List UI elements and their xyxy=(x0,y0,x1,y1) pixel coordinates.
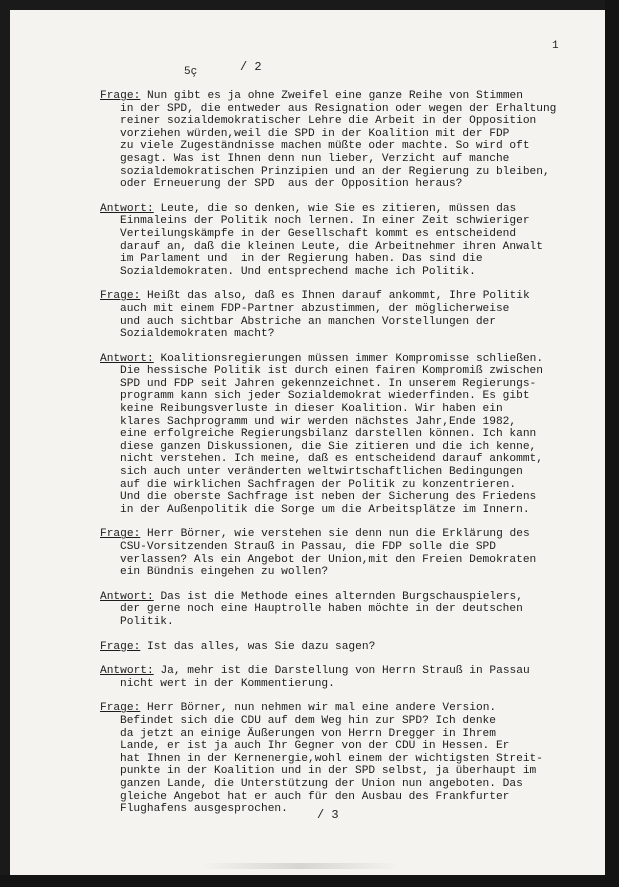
transcript-line xyxy=(100,479,582,492)
line-text: Einmaleins der Politik noch lernen. In einer Zeit schwieriger xyxy=(120,215,530,228)
transcript-line xyxy=(100,803,582,816)
qa-block xyxy=(100,702,582,815)
transcript-line xyxy=(100,528,582,541)
line-text: diese ganzen Diskussionen, die Sie zitieren und die ich kenne, xyxy=(120,440,537,453)
transcript-line xyxy=(100,140,582,153)
line-text: ein Bündnis eingehen zu wollen? xyxy=(120,566,329,579)
transcript-line xyxy=(100,266,582,279)
header-margin-mark: 5ç xyxy=(184,66,198,78)
line-text: Sozialdemokraten. Und entsprechend mache ich Politik. xyxy=(120,265,476,278)
qa-block xyxy=(100,528,582,578)
document-page xyxy=(10,10,605,875)
line-text: Herr Börner, wie verstehen sie denn nun die Erklärung des xyxy=(147,528,530,541)
scan-border-bottom xyxy=(0,875,619,887)
line-text: sich auch unter veränderten weltwirtschaftlichen Bedingungen xyxy=(120,466,523,479)
transcript-line xyxy=(100,166,582,179)
transcript-line xyxy=(100,241,582,254)
speaker-label: Frage: xyxy=(100,90,141,102)
line-text: Ja, mehr ist die Darstellung von Herrn Strauß in Passau xyxy=(160,665,530,678)
line-text: Nun gibt es ja ohne Zweifel eine ganze Reihe von Stimmen xyxy=(147,90,523,102)
qa-block xyxy=(100,591,582,629)
line-text: der gerne noch eine Hauptrolle haben möchte in der deutschen xyxy=(120,603,523,616)
line-text: keine Reibungsverluste in dieser Koalition. Wir haben ein xyxy=(120,403,503,416)
line-text: reiner sozialdemokratischer Lehre die Arbeit in der Opposition xyxy=(120,115,537,128)
transcript-line xyxy=(100,641,582,654)
interview-transcript xyxy=(100,90,582,828)
transcript-line xyxy=(100,728,582,741)
transcript-line xyxy=(100,290,582,303)
transcript-line xyxy=(100,390,582,403)
line-text: klares Sachprogramm und wir werden nächstes Jahr,Ende 1982, xyxy=(120,415,517,428)
line-text: Heißt das also, daß es Ihnen darauf ankommt, Ihre Politik xyxy=(147,290,530,303)
transcript-line xyxy=(100,253,582,266)
next-page-reference: / 3 xyxy=(317,808,339,822)
transcript-line xyxy=(100,665,582,678)
scan-smudge xyxy=(200,863,400,869)
line-text: gleiche Angebot hat er auch für den Ausbau des Frankfurter xyxy=(120,790,510,803)
transcript-line xyxy=(100,153,582,166)
line-text: Sozialdemokraten macht? xyxy=(120,328,275,341)
transcript-line xyxy=(100,554,582,567)
line-text: hat Ihnen in der Kernenergie,wohl einem der wichtigsten Streit- xyxy=(120,752,543,765)
transcript-line xyxy=(100,328,582,341)
line-text: oder Erneuerung der SPD aus der Opposition heraus? xyxy=(120,178,463,191)
line-text: Und die oberste Sachfrage ist neben der Sicherung des Friedens xyxy=(120,491,537,504)
line-text: eine erfolgreiche Regierungsbilanz darstellen können. Ich kann xyxy=(120,428,537,441)
transcript-line xyxy=(100,178,582,191)
qa-block xyxy=(100,90,582,191)
transcript-line xyxy=(100,90,582,103)
transcript-line xyxy=(100,365,582,378)
transcript-line xyxy=(100,203,582,216)
transcript-line xyxy=(100,228,582,241)
speaker-label: Frage: xyxy=(100,290,141,303)
line-text: Die hessische Politik ist durch einen fairen Kompromiß zwischen xyxy=(120,365,543,378)
speaker-label: Frage: xyxy=(100,702,141,715)
transcript-line xyxy=(100,378,582,391)
transcript-line xyxy=(100,316,582,329)
line-text: SPD und FDP seit Jahren gekennzeichnet. In unserem Regierungs- xyxy=(120,377,537,390)
line-text: vorziehen würden,weil die SPD in der Koalition mit der FDP xyxy=(120,127,510,140)
page-number: / 2 xyxy=(240,60,262,74)
line-text: verlassen? Als ein Angebot der Union,mit den Freien Demokraten xyxy=(120,553,537,566)
line-text: Leute, die so denken, wie Sie es zitieren, müssen das xyxy=(160,202,517,215)
line-text: Lande, er ist ja auch Ihr Gegner von der CDU in Hessen. Er xyxy=(120,740,510,753)
transcript-line xyxy=(100,416,582,429)
transcript-line xyxy=(100,765,582,778)
line-text: sozialdemokratischen Prinzipien und an der Regierung zu bleiben, xyxy=(120,165,550,178)
speaker-label: Antwort: xyxy=(100,590,154,603)
transcript-line xyxy=(100,115,582,128)
line-text: in der SPD, die entweder aus Resignation oder wegen der Erhaltung xyxy=(120,102,557,115)
line-text: nicht wert in der Kommentierung. xyxy=(120,677,335,690)
transcript-line xyxy=(100,591,582,604)
transcript-line xyxy=(100,753,582,766)
line-text: Herr Börner, nun nehmen wir mal eine andere Version. xyxy=(147,702,497,715)
transcript-line xyxy=(100,491,582,504)
corner-mark: 1 xyxy=(552,40,559,52)
speaker-label: Frage: xyxy=(100,528,141,541)
transcript-line xyxy=(100,603,582,616)
line-text: punkte in der Koalition und in der SPD selbst, ja überhaupt im xyxy=(120,765,537,778)
line-text: darauf an, daß die kleinen Leute, die Arbeitnehmer ihren Anwalt xyxy=(120,240,543,253)
qa-block xyxy=(100,641,582,654)
line-text: Verteilungskämpfe in der Gesellschaft kommt es entscheidend xyxy=(120,227,517,240)
transcript-line xyxy=(100,715,582,728)
line-text: Flughafens ausgesprochen. xyxy=(120,803,288,816)
line-text: auf die wirklichen Sachfragen der Politik zu konzentrieren. xyxy=(120,478,517,491)
line-text: da jetzt an einige Äußerungen von Herrn Dregger in Ihrem xyxy=(120,727,496,740)
qa-block xyxy=(100,665,582,690)
transcript-line xyxy=(100,616,582,629)
line-text: Befindet sich die CDU auf dem Weg hin zur SPD? Ich denke xyxy=(120,714,496,727)
speaker-label: Antwort: xyxy=(100,352,154,365)
line-text: auch mit einem FDP-Partner abzustimmen, der möglicherweise xyxy=(120,302,510,315)
line-text: nicht verstehen. Ich meine, daß es entscheidend darauf ankommt, xyxy=(120,453,543,466)
line-text: gesagt. Was ist Ihnen denn nun lieber, Verzicht auf manche xyxy=(120,152,510,165)
qa-block xyxy=(100,290,582,340)
transcript-line xyxy=(100,453,582,466)
speaker-label: Antwort: xyxy=(100,665,154,678)
transcript-line xyxy=(100,541,582,554)
transcript-line xyxy=(100,215,582,228)
line-text: ganzen Lande, die Unterstützung der Union nun angeboten. Das xyxy=(120,777,523,790)
transcript-line xyxy=(100,103,582,116)
transcript-line xyxy=(100,441,582,454)
qa-block xyxy=(100,353,582,517)
page-footer xyxy=(317,808,339,822)
transcript-line xyxy=(100,678,582,691)
line-text: und auch sichtbar Abstriche an manchen Vorstellungen der xyxy=(120,315,496,328)
transcript-line xyxy=(100,702,582,715)
line-text: Das ist die Methode eines alternden Burgschauspielers, xyxy=(160,590,523,603)
transcript-line xyxy=(100,566,582,579)
qa-block xyxy=(100,203,582,279)
transcript-line xyxy=(100,403,582,416)
transcript-line xyxy=(100,778,582,791)
transcript-line xyxy=(100,504,582,517)
line-text: Politik. xyxy=(120,615,174,628)
transcript-line xyxy=(100,428,582,441)
transcript-line xyxy=(100,791,582,804)
line-text: programm kann sich jeder Sozialdemokrat wiederfinden. Es gibt xyxy=(120,390,530,403)
line-text: im Parlament und in der Regierung haben. Das sind die xyxy=(120,253,483,266)
line-text: Koalitionsregierungen müssen immer Kompromisse schließen. xyxy=(160,352,544,365)
speaker-label: Antwort: xyxy=(100,202,154,215)
line-text: Ist das alles, was Sie dazu sagen? xyxy=(147,640,376,653)
transcript-line xyxy=(100,466,582,479)
line-text: CSU-Vorsitzenden Strauß in Passau, die FDP solle die SPD xyxy=(120,541,496,553)
line-text: zu viele Zugeständnisse machen müßte oder machte. So wird oft xyxy=(120,140,530,153)
scan-border-right xyxy=(605,0,619,887)
transcript-line xyxy=(100,740,582,753)
transcript-line xyxy=(100,303,582,316)
transcript-line xyxy=(100,353,582,366)
line-text: in der Außenpolitik die Sorge um die Arbeitsplätze im Innern. xyxy=(120,503,530,516)
transcript-line xyxy=(100,128,582,141)
speaker-label: Frage: xyxy=(100,640,141,653)
